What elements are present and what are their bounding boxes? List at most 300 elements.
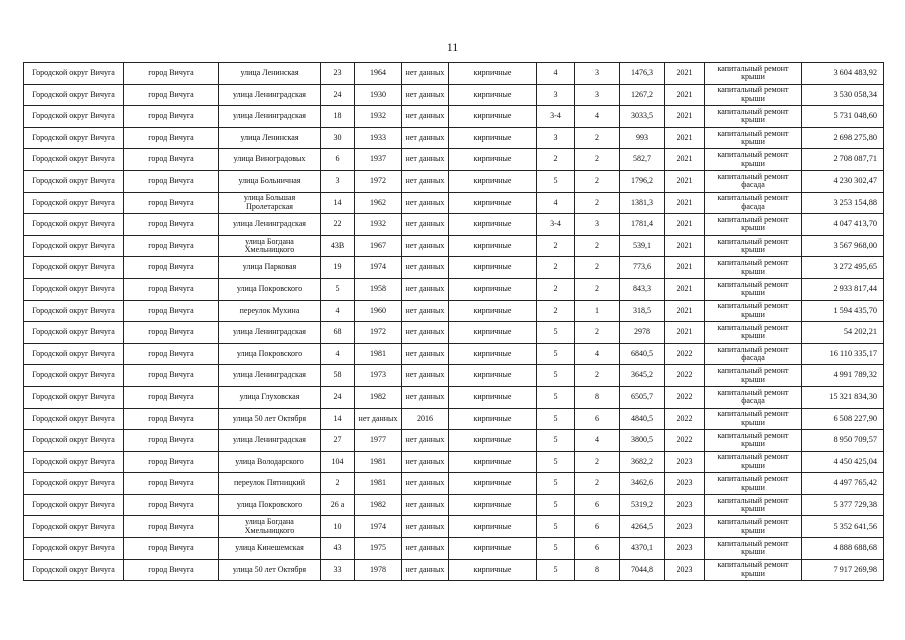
cell-entrances: 8 — [575, 559, 620, 581]
cell-area: 1267,2 — [620, 84, 665, 106]
cell-floors: 3 — [537, 84, 575, 106]
table-row — [24, 451, 884, 473]
cell-floors: 5 — [537, 451, 575, 473]
cell-area: 4264,5 — [620, 516, 665, 538]
cell-wall-material: кирпичные — [449, 106, 537, 128]
cell-area: 3645,2 — [620, 365, 665, 387]
table-row — [24, 257, 884, 279]
cell-floors: 5 — [537, 494, 575, 516]
table-row — [24, 106, 884, 128]
cell-renovation-year: 2016 — [402, 408, 449, 430]
cell-street: улица Ленинградская — [219, 106, 321, 128]
table-row — [24, 365, 884, 387]
table-row — [24, 278, 884, 300]
cell-municipality: Городской округ Вичуга — [24, 559, 124, 581]
cell-area: 843,3 — [620, 278, 665, 300]
cell-renovation-year: нет данных — [402, 538, 449, 560]
cell-repair-type: капитальный ремонт крыши — [705, 430, 802, 452]
cell-area: 582,7 — [620, 149, 665, 171]
cell-cost: 4 497 765,42 — [802, 473, 884, 495]
cell-cost: 3 272 495,65 — [802, 257, 884, 279]
cell-repair-type: капитальный ремонт крыши — [705, 257, 802, 279]
cell-repair-type: капитальный ремонт крыши — [705, 106, 802, 128]
table-row — [24, 127, 884, 149]
table-row — [24, 538, 884, 560]
cell-municipality: Городской округ Вичуга — [24, 343, 124, 365]
cell-settlement: город Вичуга — [124, 408, 219, 430]
cell-settlement: город Вичуга — [124, 170, 219, 192]
cell-street: улица Покровского — [219, 278, 321, 300]
cell-municipality: Городской округ Вичуга — [24, 149, 124, 171]
cell-entrances: 2 — [575, 170, 620, 192]
table-row — [24, 235, 884, 257]
cell-renovation-year: нет данных — [402, 84, 449, 106]
cell-cost: 8 950 709,57 — [802, 430, 884, 452]
cell-repair-year: 2021 — [665, 322, 705, 344]
cell-build-year: 1958 — [355, 278, 402, 300]
cell-settlement: город Вичуга — [124, 430, 219, 452]
cell-renovation-year: нет данных — [402, 473, 449, 495]
cell-street: улица Ленинградская — [219, 430, 321, 452]
cell-build-year: 1981 — [355, 473, 402, 495]
cell-entrances: 4 — [575, 106, 620, 128]
cell-entrances: 2 — [575, 192, 620, 214]
cell-area: 6505,7 — [620, 386, 665, 408]
cell-floors: 4 — [537, 63, 575, 85]
cell-wall-material: кирпичные — [449, 473, 537, 495]
cell-house-number: 10 — [321, 516, 355, 538]
cell-repair-year: 2021 — [665, 257, 705, 279]
cell-municipality: Городской округ Вичуга — [24, 365, 124, 387]
cell-repair-type: капитальный ремонт крыши — [705, 322, 802, 344]
cell-settlement: город Вичуга — [124, 516, 219, 538]
cell-repair-year: 2022 — [665, 343, 705, 365]
housing-repair-table — [23, 62, 884, 581]
cell-house-number: 68 — [321, 322, 355, 344]
cell-entrances: 3 — [575, 84, 620, 106]
cell-repair-type: капитальный ремонт крыши — [705, 559, 802, 581]
cell-build-year: 1964 — [355, 63, 402, 85]
cell-house-number: 3 — [321, 170, 355, 192]
cell-settlement: город Вичуга — [124, 192, 219, 214]
cell-floors: 2 — [537, 149, 575, 171]
cell-entrances: 6 — [575, 494, 620, 516]
cell-municipality: Городской округ Вичуга — [24, 451, 124, 473]
cell-settlement: город Вичуга — [124, 386, 219, 408]
table-row — [24, 214, 884, 236]
cell-area: 1796,2 — [620, 170, 665, 192]
table-body — [24, 63, 884, 581]
cell-floors: 3 — [537, 127, 575, 149]
cell-cost: 54 202,21 — [802, 322, 884, 344]
cell-floors: 5 — [537, 516, 575, 538]
cell-build-year: 1973 — [355, 365, 402, 387]
cell-build-year: 1937 — [355, 149, 402, 171]
cell-renovation-year: нет данных — [402, 430, 449, 452]
cell-repair-year: 2021 — [665, 106, 705, 128]
cell-settlement: город Вичуга — [124, 538, 219, 560]
cell-repair-year: 2021 — [665, 235, 705, 257]
cell-cost: 3 604 483,92 — [802, 63, 884, 85]
cell-municipality: Городской округ Вичуга — [24, 494, 124, 516]
cell-house-number: 5 — [321, 278, 355, 300]
table-row — [24, 343, 884, 365]
cell-renovation-year: нет данных — [402, 214, 449, 236]
cell-floors: 5 — [537, 322, 575, 344]
cell-floors: 2 — [537, 300, 575, 322]
cell-municipality: Городской округ Вичуга — [24, 408, 124, 430]
cell-cost: 7 917 269,98 — [802, 559, 884, 581]
cell-settlement: город Вичуга — [124, 278, 219, 300]
cell-wall-material: кирпичные — [449, 192, 537, 214]
cell-entrances: 4 — [575, 430, 620, 452]
cell-repair-type: капитальный ремонт крыши — [705, 494, 802, 516]
cell-street: улица 50 лет Октября — [219, 559, 321, 581]
cell-entrances: 2 — [575, 149, 620, 171]
cell-municipality: Городской округ Вичуга — [24, 300, 124, 322]
cell-build-year: 1932 — [355, 106, 402, 128]
cell-entrances: 3 — [575, 63, 620, 85]
cell-municipality: Городской округ Вичуга — [24, 386, 124, 408]
cell-cost: 2 933 817,44 — [802, 278, 884, 300]
cell-house-number: 26 а — [321, 494, 355, 516]
cell-house-number: 22 — [321, 214, 355, 236]
cell-municipality: Городской округ Вичуга — [24, 473, 124, 495]
cell-house-number: 30 — [321, 127, 355, 149]
cell-settlement: город Вичуга — [124, 63, 219, 85]
cell-repair-year: 2022 — [665, 386, 705, 408]
cell-build-year: 1981 — [355, 343, 402, 365]
table-row — [24, 516, 884, 538]
cell-entrances: 3 — [575, 214, 620, 236]
cell-renovation-year: нет данных — [402, 257, 449, 279]
cell-cost: 5 377 729,38 — [802, 494, 884, 516]
cell-repair-type: капитальный ремонт фасада — [705, 170, 802, 192]
cell-repair-year: 2023 — [665, 494, 705, 516]
cell-street: улица Кинешемская — [219, 538, 321, 560]
cell-cost: 16 110 335,17 — [802, 343, 884, 365]
cell-house-number: 14 — [321, 192, 355, 214]
cell-wall-material: кирпичные — [449, 300, 537, 322]
cell-wall-material: кирпичные — [449, 84, 537, 106]
table-row — [24, 322, 884, 344]
cell-renovation-year: нет данных — [402, 300, 449, 322]
cell-settlement: город Вичуга — [124, 149, 219, 171]
cell-build-year: 1960 — [355, 300, 402, 322]
cell-street: улица Ленинградская — [219, 365, 321, 387]
cell-area: 1476,3 — [620, 63, 665, 85]
cell-settlement: город Вичуга — [124, 257, 219, 279]
table-row — [24, 192, 884, 214]
cell-renovation-year: нет данных — [402, 494, 449, 516]
page-number: 11 — [446, 40, 459, 54]
cell-cost: 3 253 154,88 — [802, 192, 884, 214]
cell-area: 773,6 — [620, 257, 665, 279]
cell-floors: 2 — [537, 235, 575, 257]
table-row — [24, 170, 884, 192]
cell-floors: 3-4 — [537, 214, 575, 236]
cell-repair-year: 2021 — [665, 149, 705, 171]
cell-settlement: город Вичуга — [124, 106, 219, 128]
cell-entrances: 2 — [575, 451, 620, 473]
cell-repair-type: капитальный ремонт крыши — [705, 63, 802, 85]
cell-street: улица Ленинградская — [219, 214, 321, 236]
cell-build-year: 1962 — [355, 192, 402, 214]
cell-street: улица Большая Пролетарская — [219, 192, 321, 214]
table-row — [24, 430, 884, 452]
cell-wall-material: кирпичные — [449, 278, 537, 300]
cell-repair-type: капитальный ремонт фасада — [705, 343, 802, 365]
cell-municipality: Городской округ Вичуга — [24, 516, 124, 538]
cell-build-year: 1982 — [355, 494, 402, 516]
cell-wall-material: кирпичные — [449, 538, 537, 560]
cell-municipality: Городской округ Вичуга — [24, 538, 124, 560]
cell-repair-type: капитальный ремонт крыши — [705, 451, 802, 473]
cell-renovation-year: нет данных — [402, 278, 449, 300]
cell-settlement: город Вичуга — [124, 451, 219, 473]
table-row — [24, 84, 884, 106]
cell-cost: 2 708 087,71 — [802, 149, 884, 171]
cell-cost: 5 352 641,56 — [802, 516, 884, 538]
cell-street: улица Ленинская — [219, 63, 321, 85]
cell-street: переулок Мухина — [219, 300, 321, 322]
cell-floors: 5 — [537, 365, 575, 387]
cell-build-year: нет данных — [355, 408, 402, 430]
cell-entrances: 8 — [575, 386, 620, 408]
cell-repair-year: 2021 — [665, 127, 705, 149]
cell-repair-type: капитальный ремонт крыши — [705, 473, 802, 495]
table-row — [24, 300, 884, 322]
cell-floors: 5 — [537, 170, 575, 192]
cell-floors: 5 — [537, 559, 575, 581]
cell-build-year: 1972 — [355, 170, 402, 192]
cell-municipality: Городской округ Вичуга — [24, 84, 124, 106]
cell-area: 539,1 — [620, 235, 665, 257]
cell-floors: 5 — [537, 343, 575, 365]
cell-floors: 5 — [537, 538, 575, 560]
cell-repair-type: капитальный ремонт крыши — [705, 365, 802, 387]
cell-renovation-year: нет данных — [402, 63, 449, 85]
cell-settlement: город Вичуга — [124, 214, 219, 236]
cell-municipality: Городской округ Вичуга — [24, 322, 124, 344]
cell-street: улица Глуховская — [219, 386, 321, 408]
cell-repair-type: капитальный ремонт фасада — [705, 192, 802, 214]
cell-cost: 4 450 425,04 — [802, 451, 884, 473]
cell-wall-material: кирпичные — [449, 235, 537, 257]
cell-house-number: 18 — [321, 106, 355, 128]
cell-build-year: 1932 — [355, 214, 402, 236]
cell-municipality: Городской округ Вичуга — [24, 127, 124, 149]
cell-floors: 2 — [537, 278, 575, 300]
cell-repair-type: капитальный ремонт крыши — [705, 300, 802, 322]
cell-floors: 5 — [537, 473, 575, 495]
cell-municipality: Городской округ Вичуга — [24, 106, 124, 128]
cell-cost: 15 321 834,30 — [802, 386, 884, 408]
cell-cost: 5 731 048,60 — [802, 106, 884, 128]
cell-repair-year: 2021 — [665, 300, 705, 322]
cell-house-number: 4 — [321, 343, 355, 365]
cell-area: 1781,4 — [620, 214, 665, 236]
cell-area: 3682,2 — [620, 451, 665, 473]
cell-house-number: 14 — [321, 408, 355, 430]
cell-renovation-year: нет данных — [402, 516, 449, 538]
cell-street: улица Ленинградская — [219, 84, 321, 106]
cell-street: улица Покровского — [219, 494, 321, 516]
cell-wall-material: кирпичные — [449, 343, 537, 365]
cell-street: улица Больничная — [219, 170, 321, 192]
cell-settlement: город Вичуга — [124, 127, 219, 149]
cell-renovation-year: нет данных — [402, 386, 449, 408]
cell-repair-year: 2021 — [665, 63, 705, 85]
cell-house-number: 27 — [321, 430, 355, 452]
cell-build-year: 1974 — [355, 257, 402, 279]
cell-house-number: 43 — [321, 538, 355, 560]
cell-municipality: Городской округ Вичуга — [24, 170, 124, 192]
cell-entrances: 6 — [575, 538, 620, 560]
cell-street: улица Богдана Хмельницкого — [219, 235, 321, 257]
cell-repair-type: капитальный ремонт крыши — [705, 149, 802, 171]
cell-repair-year: 2023 — [665, 451, 705, 473]
cell-street: переулок Пятницкий — [219, 473, 321, 495]
cell-renovation-year: нет данных — [402, 343, 449, 365]
cell-entrances: 2 — [575, 257, 620, 279]
cell-build-year: 1975 — [355, 538, 402, 560]
cell-settlement: город Вичуга — [124, 494, 219, 516]
cell-floors: 5 — [537, 408, 575, 430]
cell-wall-material: кирпичные — [449, 451, 537, 473]
cell-wall-material: кирпичные — [449, 149, 537, 171]
cell-repair-type: капитальный ремонт крыши — [705, 538, 802, 560]
cell-cost: 6 508 227,90 — [802, 408, 884, 430]
cell-area: 4840,5 — [620, 408, 665, 430]
cell-cost: 4 888 688,68 — [802, 538, 884, 560]
cell-settlement: город Вичуга — [124, 322, 219, 344]
table-row — [24, 63, 884, 85]
cell-area: 5319,2 — [620, 494, 665, 516]
cell-street: улица Виноградовых — [219, 149, 321, 171]
cell-build-year: 1972 — [355, 322, 402, 344]
cell-wall-material: кирпичные — [449, 214, 537, 236]
cell-build-year: 1982 — [355, 386, 402, 408]
cell-house-number: 24 — [321, 84, 355, 106]
table-row — [24, 494, 884, 516]
cell-renovation-year: нет данных — [402, 127, 449, 149]
cell-street: улица Парковая — [219, 257, 321, 279]
cell-municipality: Городской округ Вичуга — [24, 235, 124, 257]
cell-area: 2978 — [620, 322, 665, 344]
cell-municipality: Городской округ Вичуга — [24, 63, 124, 85]
cell-repair-year: 2022 — [665, 365, 705, 387]
cell-street: улица 50 лет Октября — [219, 408, 321, 430]
cell-repair-type: капитальный ремонт крыши — [705, 127, 802, 149]
table-row — [24, 149, 884, 171]
cell-house-number: 6 — [321, 149, 355, 171]
cell-street: улица Ленинская — [219, 127, 321, 149]
cell-build-year: 1978 — [355, 559, 402, 581]
cell-house-number: 24 — [321, 386, 355, 408]
cell-house-number: 23 — [321, 63, 355, 85]
cell-settlement: город Вичуга — [124, 559, 219, 581]
cell-house-number: 58 — [321, 365, 355, 387]
cell-repair-type: капитальный ремонт крыши — [705, 84, 802, 106]
cell-municipality: Городской округ Вичуга — [24, 214, 124, 236]
cell-house-number: 4 — [321, 300, 355, 322]
cell-area: 318,5 — [620, 300, 665, 322]
cell-wall-material: кирпичные — [449, 322, 537, 344]
cell-area: 1381,3 — [620, 192, 665, 214]
cell-floors: 3-4 — [537, 106, 575, 128]
cell-repair-type: капитальный ремонт крыши — [705, 408, 802, 430]
cell-wall-material: кирпичные — [449, 257, 537, 279]
cell-build-year: 1974 — [355, 516, 402, 538]
cell-renovation-year: нет данных — [402, 322, 449, 344]
cell-entrances: 2 — [575, 235, 620, 257]
cell-repair-year: 2023 — [665, 516, 705, 538]
cell-wall-material: кирпичные — [449, 430, 537, 452]
cell-settlement: город Вичуга — [124, 343, 219, 365]
cell-cost: 3 530 058,34 — [802, 84, 884, 106]
cell-repair-year: 2021 — [665, 170, 705, 192]
cell-repair-type: капитальный ремонт крыши — [705, 516, 802, 538]
cell-renovation-year: нет данных — [402, 365, 449, 387]
cell-area: 6840,5 — [620, 343, 665, 365]
cell-municipality: Городской округ Вичуга — [24, 192, 124, 214]
cell-street: улица Покровского — [219, 343, 321, 365]
cell-street: улица Ленинградская — [219, 322, 321, 344]
cell-floors: 5 — [537, 430, 575, 452]
cell-build-year: 1930 — [355, 84, 402, 106]
cell-cost: 4 047 413,70 — [802, 214, 884, 236]
cell-wall-material: кирпичные — [449, 127, 537, 149]
cell-floors: 2 — [537, 257, 575, 279]
cell-repair-year: 2021 — [665, 84, 705, 106]
cell-entrances: 4 — [575, 343, 620, 365]
cell-renovation-year: нет данных — [402, 149, 449, 171]
cell-renovation-year: нет данных — [402, 235, 449, 257]
cell-entrances: 2 — [575, 365, 620, 387]
cell-floors: 5 — [537, 386, 575, 408]
cell-build-year: 1933 — [355, 127, 402, 149]
cell-house-number: 33 — [321, 559, 355, 581]
cell-wall-material: кирпичные — [449, 494, 537, 516]
table-row — [24, 408, 884, 430]
cell-floors: 4 — [537, 192, 575, 214]
cell-cost: 4 991 789,32 — [802, 365, 884, 387]
cell-settlement: город Вичуга — [124, 365, 219, 387]
cell-build-year: 1967 — [355, 235, 402, 257]
cell-repair-year: 2021 — [665, 192, 705, 214]
cell-municipality: Городской округ Вичуга — [24, 278, 124, 300]
cell-wall-material: кирпичные — [449, 365, 537, 387]
cell-cost: 2 698 275,80 — [802, 127, 884, 149]
cell-repair-type: капитальный ремонт крыши — [705, 235, 802, 257]
cell-entrances: 6 — [575, 516, 620, 538]
cell-street: улица Богдана Хмельницкого — [219, 516, 321, 538]
cell-renovation-year: нет данных — [402, 170, 449, 192]
cell-area: 3462,6 — [620, 473, 665, 495]
cell-build-year: 1977 — [355, 430, 402, 452]
cell-area: 4370,1 — [620, 538, 665, 560]
cell-municipality: Городской округ Вичуга — [24, 430, 124, 452]
cell-street: улица Володарского — [219, 451, 321, 473]
cell-area: 3800,5 — [620, 430, 665, 452]
cell-renovation-year: нет данных — [402, 559, 449, 581]
cell-renovation-year: нет данных — [402, 192, 449, 214]
cell-entrances: 6 — [575, 408, 620, 430]
cell-repair-type: капитальный ремонт фасада — [705, 386, 802, 408]
cell-entrances: 2 — [575, 473, 620, 495]
cell-cost: 1 594 435,70 — [802, 300, 884, 322]
